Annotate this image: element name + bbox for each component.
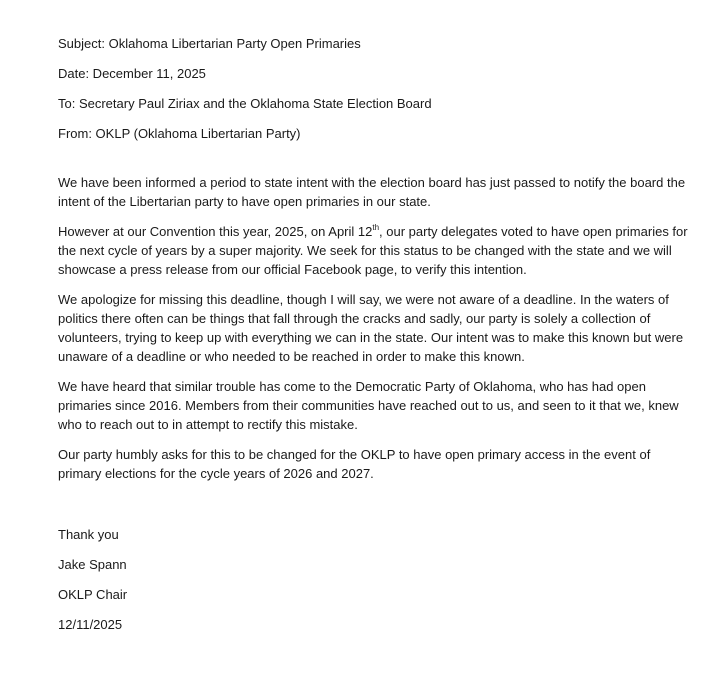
signer-name: Jake Spann [58, 557, 127, 572]
to-line: To: Secretary Paul Ziriax and the Oklahoma State Election Board [58, 96, 432, 111]
letter-document [58, 34, 688, 645]
subject-line: Subject: Oklahoma Libertarian Party Open Primaries [58, 36, 361, 51]
letter-header [58, 34, 688, 143]
body-paragraph-4: We have heard that similar trouble has come to the Democratic Party of Oklahoma, who has had open primaries since 2016. Members from their communities have reached out to us, and seen to it that we, knew who to reach out to in attempt to rectify this mistake. [58, 379, 679, 432]
paragraph-2-text-end: , our party delegates voted to have open primaries for the next cycle of years by a super majority. We seek for this status to be changed with the state and we will showcase a press release from our official Facebook page, to verify this intention. [58, 224, 688, 277]
letter-body [58, 173, 688, 483]
body-paragraph-1: We have been informed a period to state intent with the election board has just passed to notify the board the intent of the Libertarian party to have open primaries in our state. [58, 175, 686, 209]
date-line: Date: December 11, 2025 [58, 66, 206, 81]
signer-title: OKLP Chair [58, 587, 128, 602]
paragraph-2-text-start: However at our Convention this year, 2025, on April 12 [58, 224, 373, 239]
signature-block [58, 525, 688, 634]
signature-date: 12/11/2025 [58, 617, 123, 632]
body-paragraph-3: We apologize for missing this deadline, though I will say, we were not aware of a deadline. In the waters of politics there often can be things that fall through the cracks and sadly, our party is solely a collection of volunteers, trying to keep up with everything we can in the state. Our intent was to make this known but were unaware of a deadline or who needed to be reached in order to make this known. [58, 292, 684, 364]
body-paragraph-5: Our party humbly asks for this to be changed for the OKLP to have open primary access in the event of primary elections for the cycle years of 2026 and 2027. [58, 447, 651, 481]
from-line: From: OKLP (Oklahoma Libertarian Party) [58, 126, 301, 141]
body-paragraph-2 [58, 222, 688, 279]
closing-line: Thank you [58, 527, 119, 542]
ordinal-suffix: th [372, 223, 380, 232]
